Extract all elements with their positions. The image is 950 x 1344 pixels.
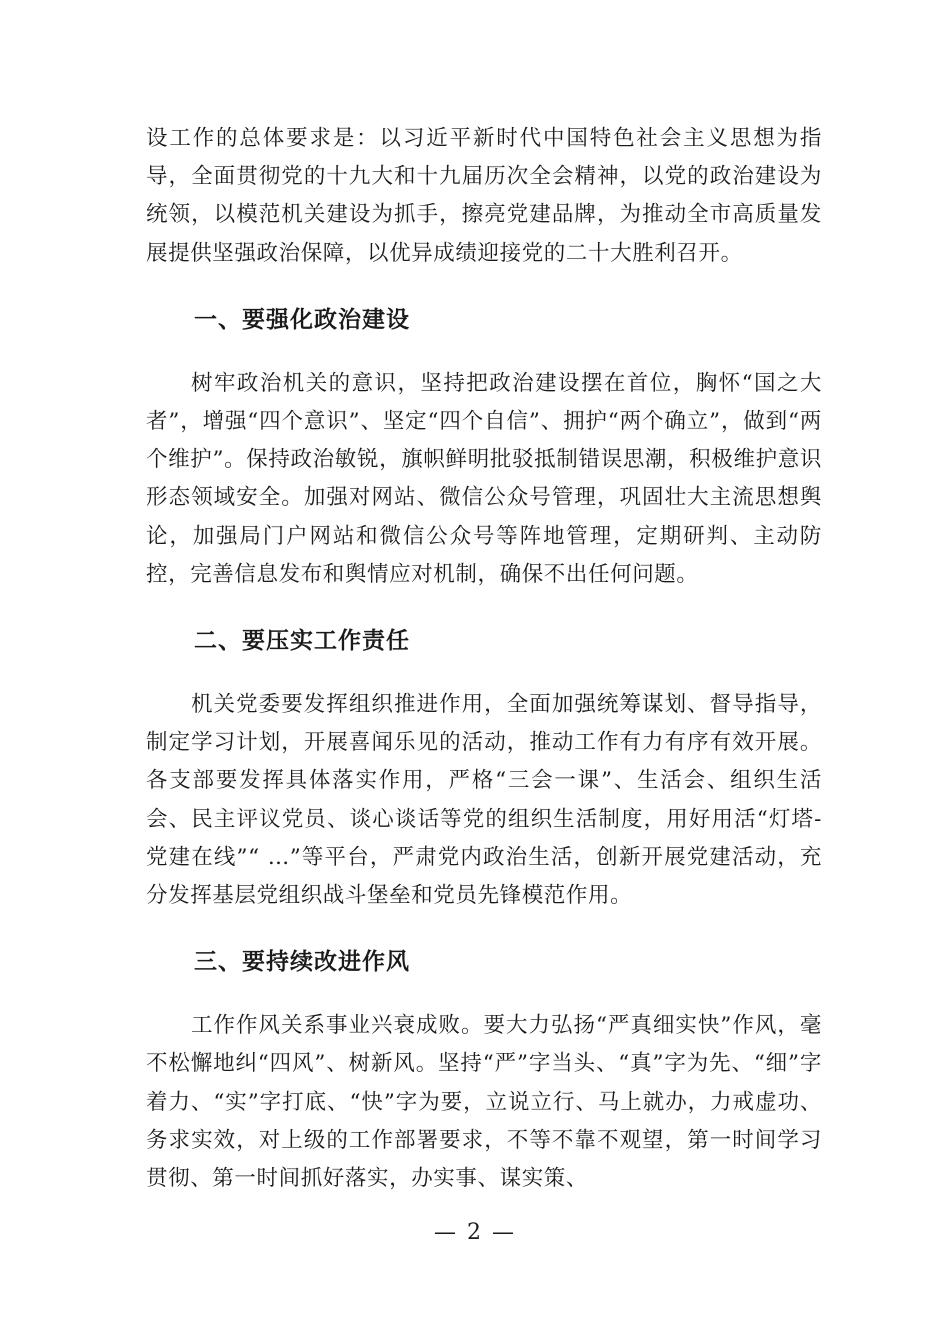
intro-paragraph: 设工作的总体要求是：以习近平新时代中国特色社会主义思想为指导，全面贯彻党的十九大和十九届历次全会精神，以党的政治建设为统领，以模范机关建设为抓手，擦亮党建品牌，为推动全市高质量发展提供坚强政治保障，以优异成绩迎接党的二十大胜利召开。	[146, 126, 822, 266]
section-heading-work-style: 三、要持续改进作风	[194, 949, 410, 976]
section-body-political-construction: 树牢政治机关的意识，坚持把政治建设摆在首位，胸怀“国之大者”，增强“四个意识”、坚定“四个自信”、拥护“两个确立”，做到“两个维护”。保持政治敏锐，旗帜鲜明批驳抵制错误思潮，积极维护意识形态领域安全。加强对网站、微信公众号管理，巩固壮大主流思想舆论，加强局门户网站和微信公众号等阵地管理，定期研判、主动防控，完善信息发布和舆情应对机制，确保不出任何问题。	[146, 370, 822, 587]
document-body	[146, 120, 822, 1198]
section-heading-work-responsibility: 二、要压实工作责任	[194, 628, 410, 655]
section-heading-political-construction: 一、要强化政治建设	[194, 306, 410, 333]
section-body-work-responsibility: 机关党委要发挥组织推进作用，全面加强统筹谋划、督导指导，制定学习计划，开展喜闻乐见的活动，推动工作有力有序有效开展。各支部要发挥具体落实作用，严格“三会一课”、生活会、组织生活会、民主评议党员、谈心谈话等党的组织生活制度，用好用活“灯塔-党建在线”“ …”等平台，严肃党内政治生活，创新开展党建活动，充分发挥基层党组织战斗堡垒和党员先锋模范作用。	[146, 692, 822, 909]
section-body-work-style: 工作作风关系事业兴衰成败。要大力弘扬“严真细实快”作风，毫不松懈地纠“四风”、树新风。坚持“严”字当头、“真”字为先、“细”字着力、“实”字打底、“快”字为要，立说立行、马上就办，力戒虚功、务求实效，对上级的工作部署要求，不等不靠不观望，第一时间学习贯彻、第一时间抓好落实，办实事、谋实策、	[146, 1013, 822, 1192]
page-number: — 2 —	[434, 1220, 516, 1245]
